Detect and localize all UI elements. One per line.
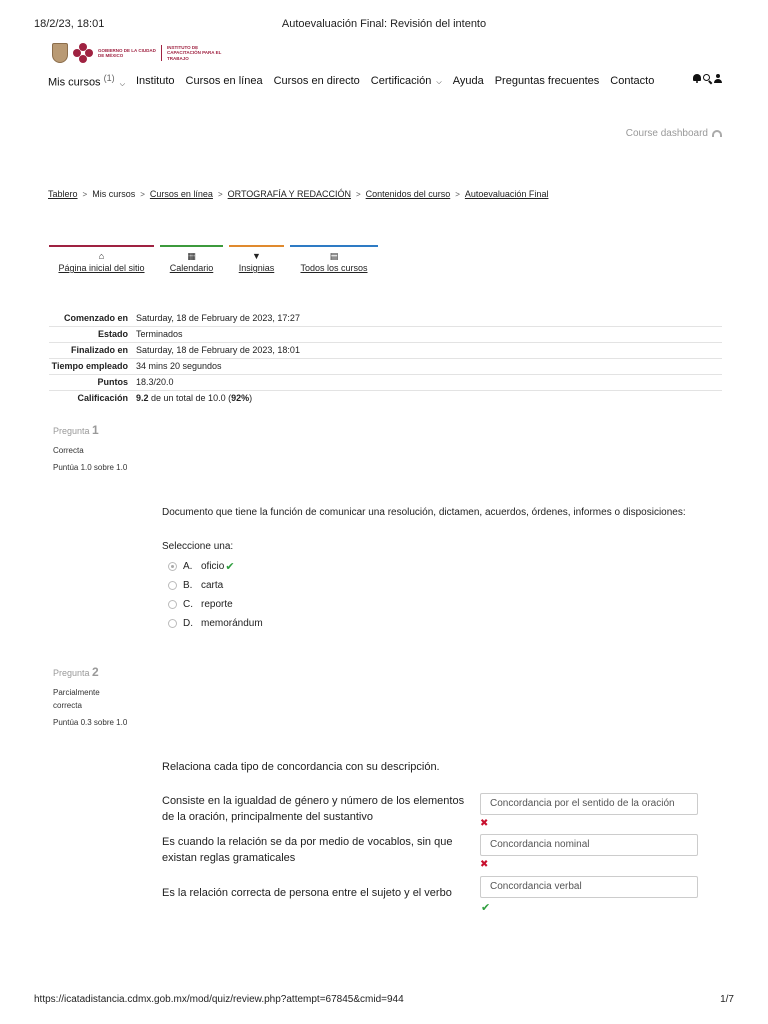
match-select[interactable]: Concordancia nominal xyxy=(480,834,698,856)
question-1-info xyxy=(53,423,143,472)
bookmark-icon: ▼ xyxy=(252,251,261,261)
summary-value: 18.3/20.0 xyxy=(135,374,722,390)
question-grade: Puntúa 1.0 sobre 1.0 xyxy=(53,463,128,472)
answer-letter: D. xyxy=(183,618,193,629)
grade-end: ) xyxy=(249,393,253,404)
calendar-icon: ▦ xyxy=(187,251,196,261)
search-icon[interactable] xyxy=(703,74,712,83)
grade-percent: 92% xyxy=(231,393,250,404)
select-one-label: Seleccione una: xyxy=(162,541,234,552)
table-row xyxy=(49,326,722,342)
answer-radio[interactable] xyxy=(168,581,177,590)
summary-value: Terminados xyxy=(135,326,722,342)
quicknav-calendar[interactable] xyxy=(160,245,223,275)
question-2-content xyxy=(162,761,728,921)
chevron-down-icon: ⌵ xyxy=(436,78,442,86)
summary-value: Saturday, 18 de February de 2023, 18:01 xyxy=(135,342,722,358)
table-row xyxy=(49,390,722,406)
answer-radio[interactable] xyxy=(168,619,177,628)
nav-cursos-en-linea[interactable]: Cursos en línea xyxy=(185,74,263,87)
question-label: Pregunta xyxy=(53,426,90,436)
nav-mis-cursos-count: (1) xyxy=(103,73,115,83)
question-number-value: 2 xyxy=(92,665,99,679)
match-select[interactable]: Concordancia verbal xyxy=(480,876,698,898)
match-description: Consiste en la igualdad de género y número de los elementos de la oración, principalmente del sustantivo xyxy=(162,795,465,823)
answer-letter: B. xyxy=(183,580,193,591)
breadcrumb-separator: > xyxy=(217,189,223,199)
quicknav-home-label: Página inicial del sitio xyxy=(58,263,145,273)
question-prompt: Relaciona cada tipo de concordancia con su descripción. xyxy=(162,761,440,773)
breadcrumb-course[interactable]: ORTOGRAFÍA Y REDACCIÓN xyxy=(227,189,351,199)
attempt-summary-table xyxy=(49,310,722,406)
print-date: 18/2/23, 18:01 xyxy=(34,18,105,30)
summary-value: 34 mins 20 segundos xyxy=(135,358,722,374)
question-prompt: Documento que tiene la función de comunicar una resolución, dictamen, acuerdos, órdenes, informes o disposiciones: xyxy=(162,507,686,518)
breadcrumb-separator: > xyxy=(140,189,145,199)
answer-radio[interactable] xyxy=(168,562,177,571)
table-row xyxy=(49,358,722,374)
nav-contacto[interactable]: Contacto xyxy=(610,74,655,87)
question-number xyxy=(53,423,143,437)
answer-letter: A. xyxy=(183,561,193,572)
courses-icon: ▤ xyxy=(329,251,339,261)
question-number-value: 1 xyxy=(92,423,99,437)
grade-middle: de un total de 10.0 ( xyxy=(148,393,232,404)
cross-icon: ✖ xyxy=(480,859,489,870)
nav-instituto[interactable]: Instituto xyxy=(136,74,175,87)
cdmx-flower-icon xyxy=(73,43,93,63)
summary-key: Finalizado en xyxy=(49,342,135,358)
summary-value: Saturday, 18 de February de 2023, 17:27 xyxy=(135,310,722,326)
user-icon[interactable] xyxy=(714,74,722,83)
summary-key: Estado xyxy=(49,326,135,342)
breadcrumb-quiz[interactable]: Autoevaluación Final xyxy=(464,189,549,199)
breadcrumb-cursos-en-linea[interactable]: Cursos en línea xyxy=(149,189,213,199)
grade-score: 9.2 xyxy=(136,393,149,404)
nav-mis-cursos[interactable] xyxy=(48,73,125,89)
answer-option-a xyxy=(162,557,728,576)
question-state: Correcta xyxy=(53,446,84,455)
question-1-content xyxy=(162,507,728,633)
answer-text: oficio xyxy=(201,561,225,572)
quicknav-home[interactable] xyxy=(49,245,154,275)
quicknav-badges-label: Insignias xyxy=(238,263,275,273)
nav-preguntas-frecuentes[interactable]: Preguntas frecuentes xyxy=(494,74,600,87)
table-row xyxy=(49,310,722,326)
cross-icon: ✖ xyxy=(480,818,489,829)
quicknav-all-courses-label: Todos los cursos xyxy=(300,263,368,273)
print-page-number: 1/7 xyxy=(720,994,734,1005)
print-url: https://icatadistancia.cdmx.gob.mx/mod/quiz/review.php?attempt=67845&cmid=944 xyxy=(34,994,404,1005)
match-description: Es cuando la relación se da por medio de vocablos, sin que existan reglas gramaticales xyxy=(162,836,453,864)
answer-list xyxy=(162,557,728,633)
quick-nav xyxy=(49,245,378,275)
print-title: Autoevaluación Final: Revisión del intento xyxy=(281,18,487,30)
print-header xyxy=(34,18,734,32)
breadcrumb-separator: > xyxy=(82,189,88,199)
coat-of-arms-icon xyxy=(52,43,68,63)
answer-letter: C. xyxy=(183,599,193,610)
summary-key: Tiempo empleado xyxy=(49,358,135,374)
quicknav-all-courses[interactable] xyxy=(290,245,378,275)
breadcrumb-tablero[interactable]: Tablero xyxy=(48,189,78,199)
summary-key: Puntos xyxy=(49,374,135,390)
nav-ayuda[interactable]: Ayuda xyxy=(452,74,484,87)
quicknav-calendar-label: Calendario xyxy=(169,263,214,273)
home-icon: ⌂ xyxy=(98,251,105,261)
answer-option-d xyxy=(162,614,728,633)
dashboard-gauge-icon xyxy=(712,130,722,137)
question-state: Parcialmente correcta xyxy=(53,688,100,710)
answer-text: carta xyxy=(201,580,224,591)
check-icon: ✔ xyxy=(225,561,235,573)
main-navbar xyxy=(48,73,722,89)
check-icon: ✔ xyxy=(481,902,491,914)
breadcrumb-separator: > xyxy=(455,189,460,199)
grade-value xyxy=(135,390,722,406)
course-dashboard-link[interactable] xyxy=(626,128,722,139)
breadcrumb-separator: > xyxy=(355,189,361,199)
breadcrumb-contenidos[interactable]: Contenidos del curso xyxy=(365,189,451,199)
nav-certificacion[interactable] xyxy=(371,75,442,87)
logo-institute-text: INSTITUTO DE CAPACITACIÓN PARA EL TRABAJO xyxy=(167,44,222,61)
breadcrumb-mis-cursos: Mis cursos xyxy=(92,189,136,199)
chevron-down-icon: ⌵ xyxy=(119,80,125,88)
nav-icon-group xyxy=(693,74,722,83)
answer-radio[interactable] xyxy=(168,600,177,609)
nav-mis-cursos-label: Mis cursos xyxy=(48,76,101,89)
answer-option-b xyxy=(162,576,728,595)
site-logo[interactable] xyxy=(52,42,233,64)
table-row xyxy=(49,342,722,358)
match-description: Es la relación correcta de persona entre el sujeto y el verbo xyxy=(162,887,452,899)
quicknav-badges[interactable] xyxy=(229,245,284,275)
nav-certificacion-label: Certificación xyxy=(370,74,432,87)
logo-divider xyxy=(161,45,162,61)
question-2-info xyxy=(53,665,143,727)
match-select[interactable]: Concordancia por el sentido de la oración xyxy=(480,793,698,815)
bell-icon[interactable] xyxy=(693,74,701,83)
logo-org-text: GOBIERNO DE LA CIUDAD DE MÉXICO xyxy=(98,47,156,58)
answer-option-c xyxy=(162,595,728,614)
grade-key: Calificación xyxy=(77,393,128,404)
question-number xyxy=(53,665,143,679)
table-row xyxy=(49,374,722,390)
answer-text: memorándum xyxy=(201,618,263,629)
answer-text: reporte xyxy=(201,599,233,610)
question-grade: Puntúa 0.3 sobre 1.0 xyxy=(53,718,128,727)
course-dashboard-label: Course dashboard xyxy=(625,128,708,139)
nav-cursos-en-directo[interactable]: Cursos en directo xyxy=(273,74,360,87)
breadcrumb xyxy=(48,189,728,199)
summary-key: Comenzado en xyxy=(49,310,135,326)
question-label: Pregunta xyxy=(53,668,90,678)
